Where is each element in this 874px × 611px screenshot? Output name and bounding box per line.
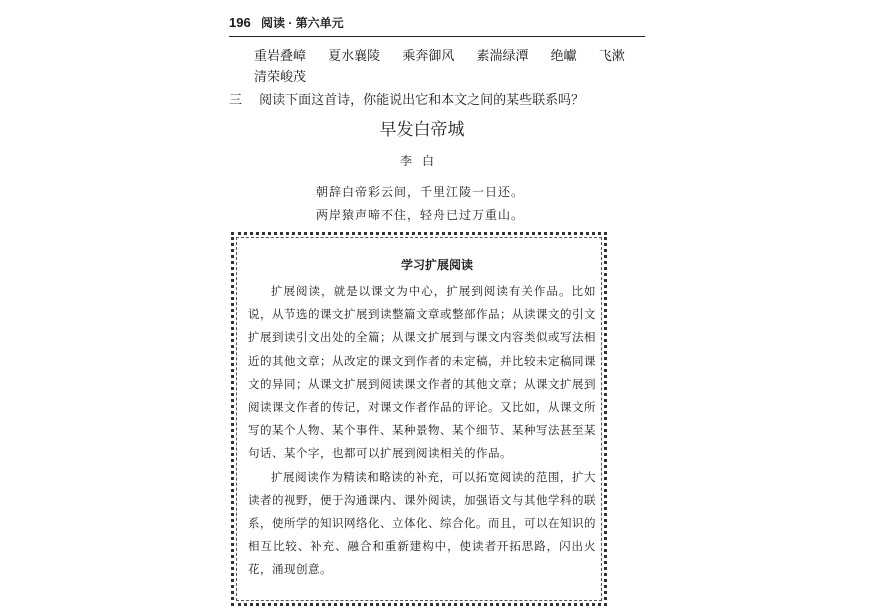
page-header: [229, 14, 645, 37]
vocab-term: 飞漱: [598, 49, 625, 64]
poem-author: 李白: [399, 154, 444, 168]
exercise-question: [229, 92, 584, 110]
box-body: [248, 280, 596, 582]
page-number: 196: [229, 15, 251, 30]
box-title: 学习扩展阅读: [400, 258, 473, 272]
vocab-term: 绝巘: [550, 49, 577, 64]
poem-line: 朝辞白帝彩云间，千里江陵一日还。: [316, 185, 525, 199]
poem-line: 两岸猿声啼不住，轻舟已过万重山。: [316, 208, 525, 222]
question-number: 三: [229, 93, 243, 108]
vocab-term: 乘奔御风: [402, 49, 455, 64]
box-paragraph: 扩展阅读，就是以课文为中心，扩展到阅读有关作品。比如说，从节选的课文扩展到读整篇文章或整部作品；从读课文的引文扩展到读引文出处的全篇；从课文扩展到与课文内容类似或写法相近的其他文章；从改定的课文到作者的未定稿，并比较未定稿同课文的异同；从课文扩展到阅读课文作者的其他文章；从课文扩展到阅读课文作者的传记，对课文作者作品的评论。又比如，从课文所写的某个人物、某个事件、某种景物、某个细节、某种写法甚至某句话、某个字，也都可以扩展到阅读相关的作品。: [248, 284, 596, 461]
question-text: 阅读下面这首诗，你能说出它和本文之间的某些联系吗？: [259, 93, 585, 108]
vocab-term: 清荣峻茂: [254, 70, 307, 85]
vocab-term: 重岩叠嶂: [254, 49, 307, 64]
box-paragraph: 扩展阅读作为精读和略读的补充，可以拓宽阅读的范围，扩大读者的视野，便于沟通课内、课外阅读，加强语文与其他学科的联系，使所学的知识网络化、立体化、综合化。而且，可以在知识的相互比较、补充、融合和重新建构中，使读者开拓思路，闪出火花，涌现创意。: [248, 469, 596, 577]
poem-title: 早发白帝城: [379, 120, 465, 140]
vocab-term: 夏水襄陵: [328, 49, 381, 64]
vocab-term: 素湍绿潭: [476, 49, 529, 64]
running-title: 阅读 · 第六单元: [261, 16, 344, 30]
vocab-list: [254, 46, 644, 88]
